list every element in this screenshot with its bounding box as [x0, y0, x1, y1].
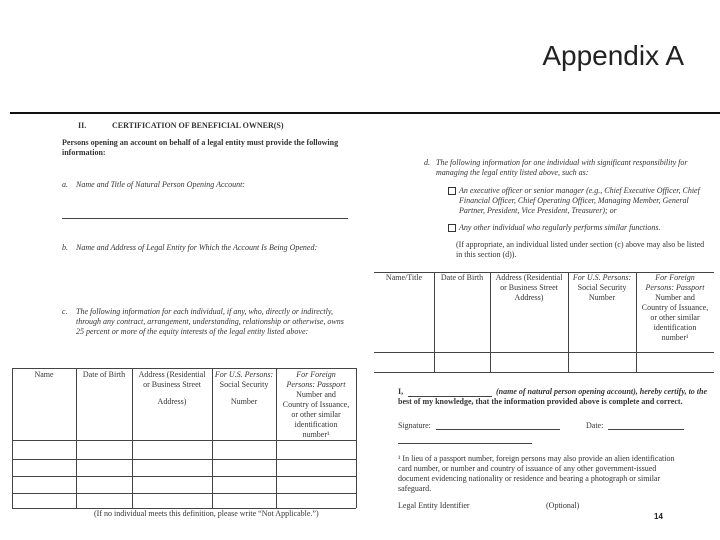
col-dob: Date of Birth	[82, 370, 126, 379]
section-number: II.	[78, 121, 87, 130]
footnote-line-4: safeguard.	[398, 484, 432, 493]
footnote-rule	[398, 443, 532, 444]
item-c-line-3: 25 percent or more of the equity interests of the legal entity listed above:	[76, 327, 309, 336]
intro-line-2: information:	[62, 148, 106, 157]
option-1-line-2: Financial Officer, Chief Operating Officer, Managing Member, General	[459, 196, 689, 205]
col-us-persons-d: For U.S. Persons: Social Security Number	[572, 273, 632, 302]
title-rule	[10, 112, 720, 114]
option-2-text: Any other individual who regularly performs similar functions.	[459, 223, 661, 232]
col-us-persons: For U.S. Persons: Social Security Number	[214, 370, 274, 406]
col-address-d: Address (Residential or Business Street Address)	[495, 273, 563, 302]
footnote-line-3: document evidencing nationality or residence and bearing a photograph or similar	[398, 474, 661, 483]
item-b-label: b.	[62, 243, 68, 252]
col-name: Name	[34, 370, 54, 379]
item-c-label: c.	[62, 307, 68, 316]
item-d-label: d.	[424, 158, 430, 167]
not-applicable-note: (If no individual meets this definition, please write “Not Applicable.”)	[94, 509, 319, 518]
option-1-line-3: Partner, President, Vice President, Treasurer); or	[459, 206, 617, 215]
item-a-text: Name and Title of Natural Person Opening Account:	[76, 180, 245, 189]
col-foreign-persons: For Foreign Persons: Passport Number and Country of Issuance, or other similar identification number¹	[282, 370, 350, 439]
slide-title: Appendix A	[542, 40, 684, 71]
intro-line-1: Persons opening an account on behalf of a legal entity must provide the following	[62, 138, 339, 147]
item-d-note-1: (If appropriate, an individual listed under section (c) above may also be listed	[456, 240, 705, 249]
page-number: 14	[654, 512, 663, 521]
section-heading: CERTIFICATION OF BENEFICIAL OWNER(S)	[112, 121, 284, 130]
option-1-line-1: An executive officer or senior manager (e.g., Chief Executive Officer, Chief	[459, 186, 700, 195]
cert-line-2: best of my knowledge, that the information provided above is complete and correct.	[398, 397, 683, 406]
item-c-line-1: The following information for each individual, if any, who, directly or indirectly,	[76, 307, 333, 316]
item-d-line-1: The following information for one individual with significant responsibility for	[436, 158, 688, 167]
item-c-line-2: through any contract, arrangement, understanding, relationship or otherwise, owns	[76, 317, 344, 326]
footnote-line-2: card number, or number and country of issuance of any other government-issued	[398, 464, 657, 473]
legal-entity-label: Legal Entity Identifier	[398, 501, 470, 510]
item-d-line-2: managing the legal entity listed above, such as:	[436, 168, 589, 177]
other-individual-checkbox[interactable]	[448, 224, 456, 232]
signature-label: Signature:	[398, 421, 431, 430]
item-a-answer-line[interactable]	[62, 218, 348, 219]
col-name-title: Name/Title	[385, 273, 423, 282]
signature-field[interactable]	[436, 429, 560, 430]
cert-line-1-prefix: I,	[398, 387, 404, 396]
item-b-text: Name and Address of Legal Entity for Which the Account Is Being Opened:	[76, 243, 318, 252]
executive-officer-checkbox[interactable]	[448, 187, 456, 195]
legal-entity-optional: (Optional)	[546, 501, 580, 510]
cert-line-1: (name of natural person opening account), hereby certify, to the	[496, 387, 708, 396]
col-foreign-persons-d: For Foreign Persons: Passport Number and Country of Issuance, or other similar identification number¹	[641, 273, 709, 342]
col-dob-d: Date of Birth	[440, 273, 484, 282]
date-field[interactable]	[608, 429, 684, 430]
footnote-line-1: ¹ In lieu of a passport number, foreign persons may also provide an alien identification	[398, 454, 675, 463]
col-address: Address (Residential or Business Street Address)	[138, 370, 206, 406]
item-d-note-2: in this section (d)).	[456, 250, 517, 259]
date-label: Date:	[586, 421, 604, 430]
item-a-label: a.	[62, 180, 68, 189]
